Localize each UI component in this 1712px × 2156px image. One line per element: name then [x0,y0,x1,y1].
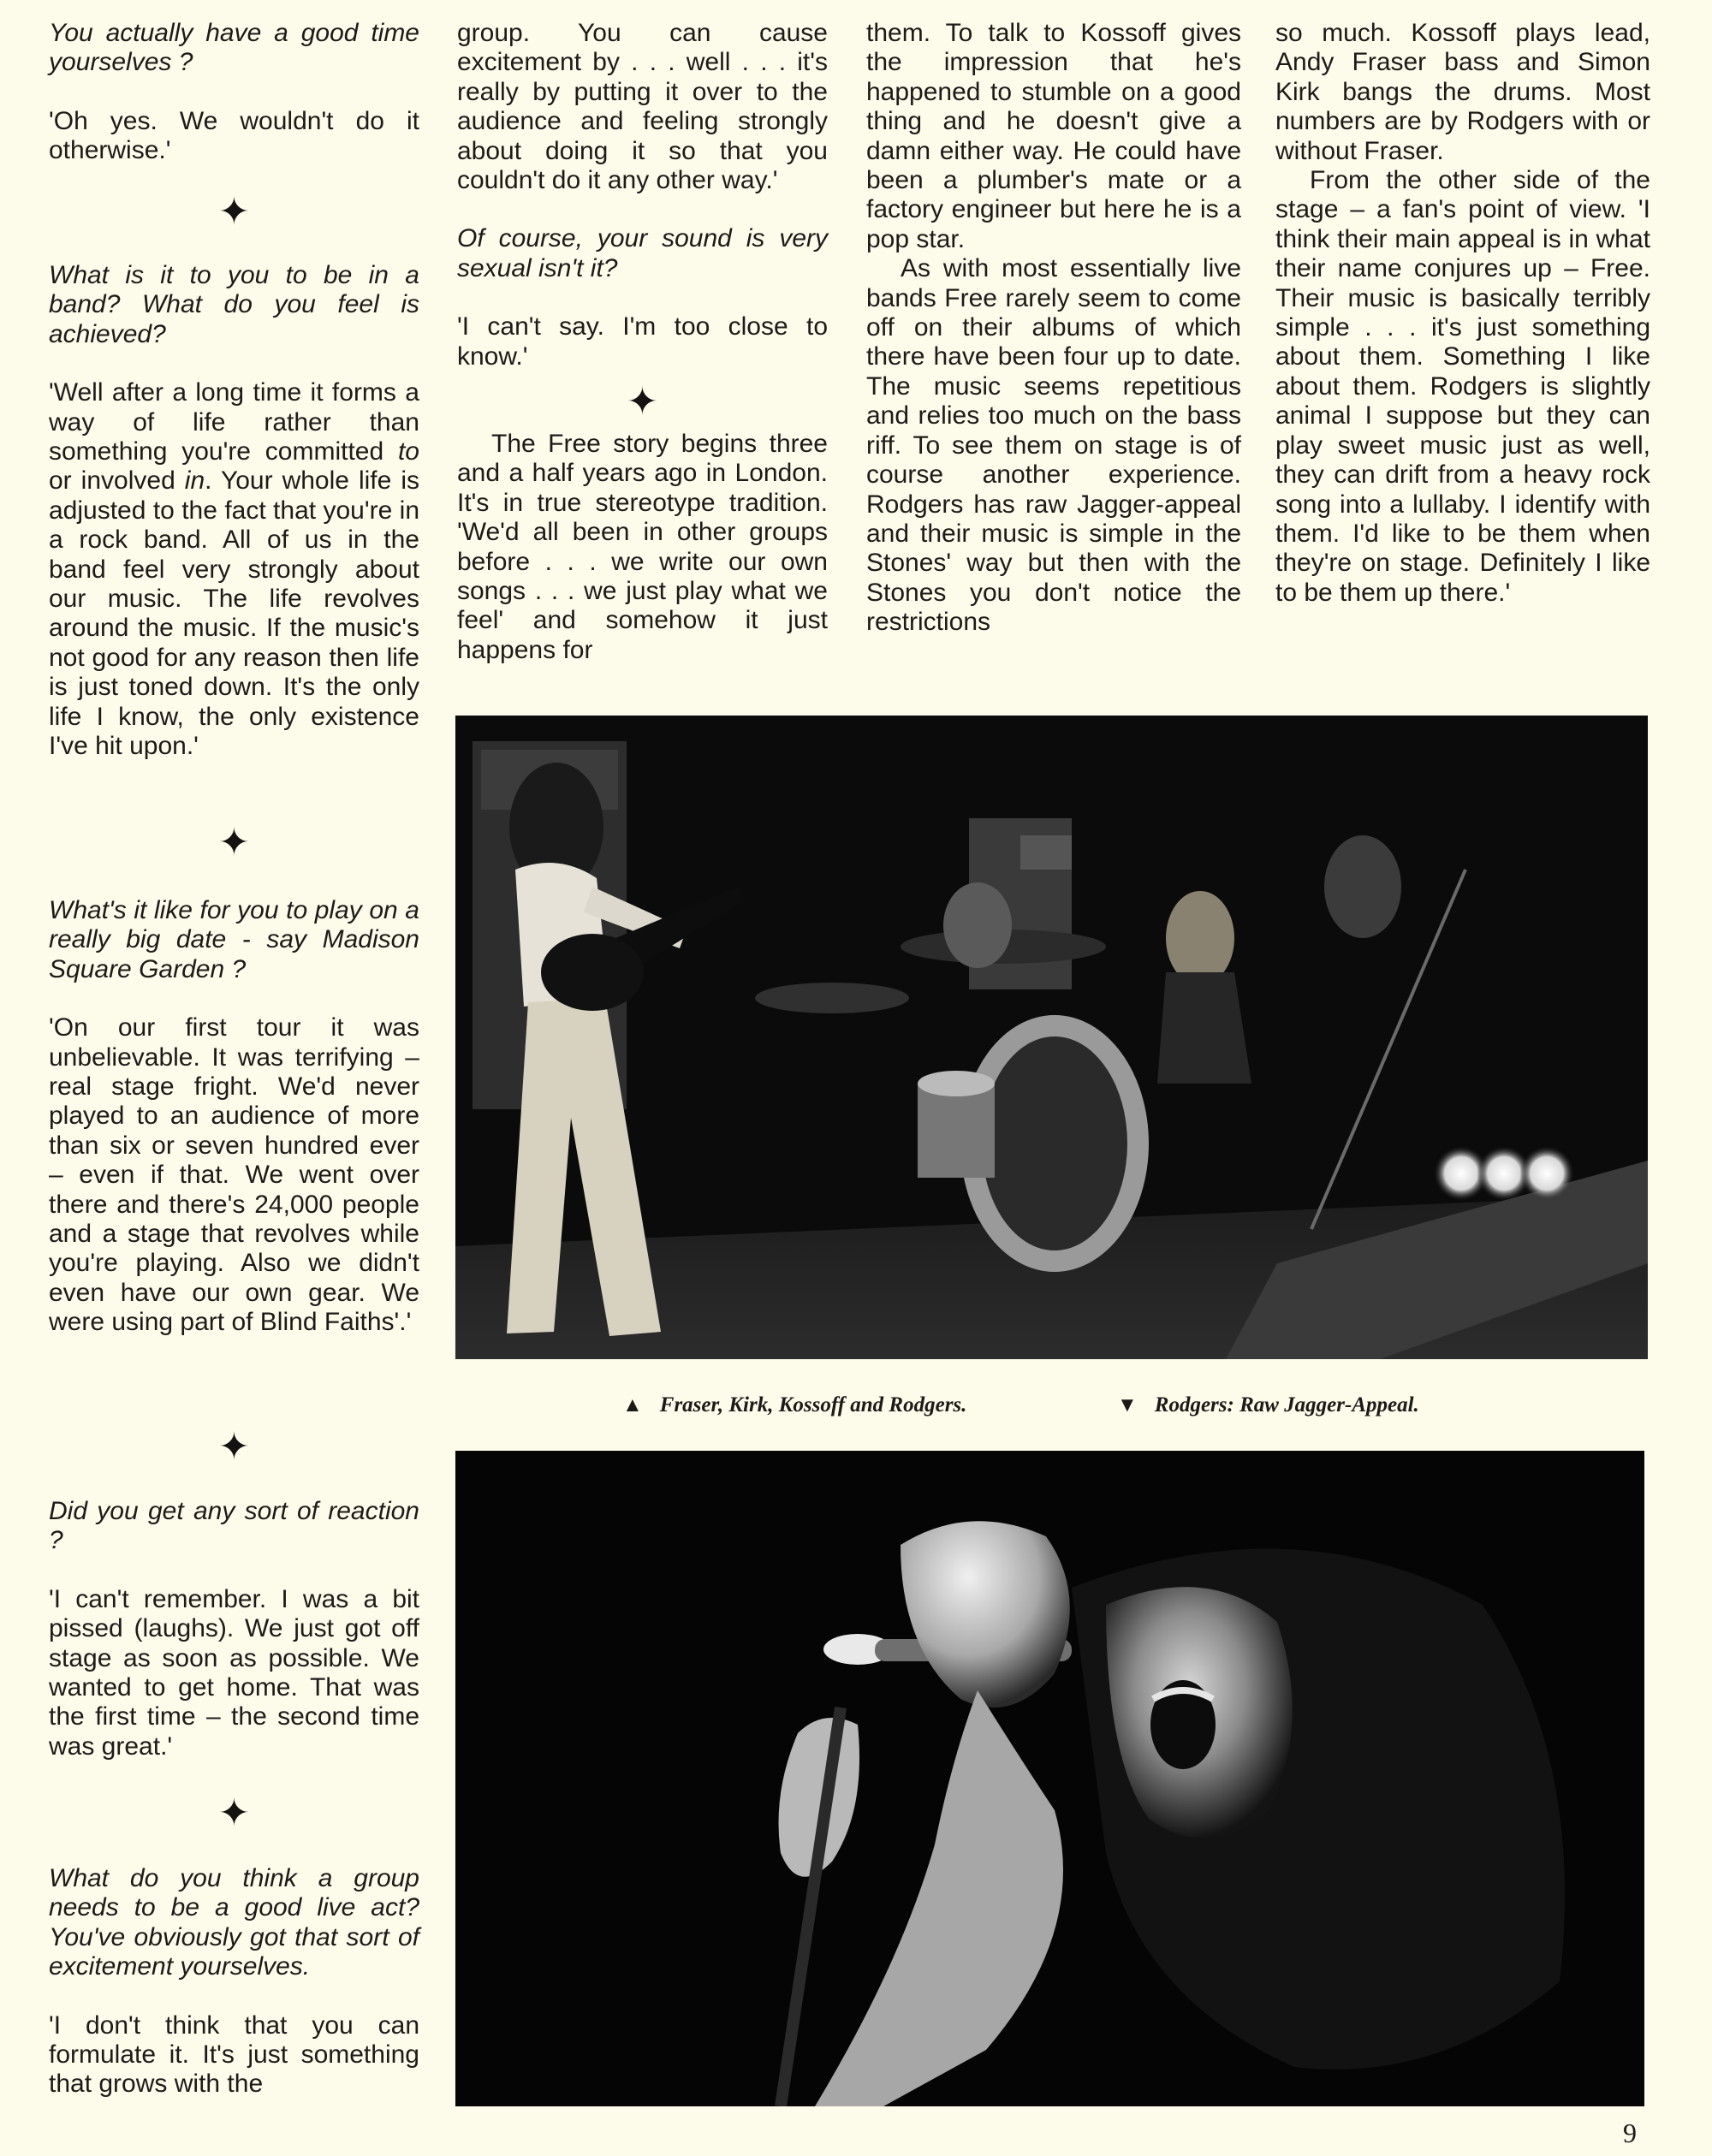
separator-diamond-3: ✦ [218,1426,250,1468]
question-be-in-band: What is it to you to be in a band? What do you feel is achieved? [49,261,419,348]
top-photo-caption: ▲ Fraser, Kirk, Kossoff and Rodgers. [622,1393,967,1417]
question-sexual-sound: Of course, your sound is very sexual isn't it? [457,224,828,282]
answer-good-time: 'Oh yes. We wouldn't do it otherwise.' [49,106,419,165]
column-2 [457,19,828,371]
free-story-paragraph: The Free story begins three and a half years ago in London. It's in true stereotype tradition. 'We'd all been in other groups before . . . we write our own songs . . . we just play what we feel' and somehow it just happens for [457,430,828,664]
column-1c [49,896,419,1338]
column-2b [457,430,828,665]
singer-photo-illustration [455,1451,1644,2106]
question-good-time: You actually have a good time yourselves ? [49,19,419,77]
answer-be-in-band: 'Well after a long time it forms a way of life rather than something you're committed to or involved in. Your whole life is adjusted to the fact that you're in a rock band. All of us in the band feel very strongly about our music. The life revolves around the music. If the music's not good for any reason then life is just toned down. It's the only life I know, the only existence I've hit upon.' [49,378,419,761]
rodgers-singing-photo [455,1451,1644,2106]
up-triangle-icon: ▲ [622,1394,643,1417]
column-1d [49,1497,419,1761]
answer-live-act: 'I don't think that you can formulate it. It's just something that grows with the [49,2010,419,2099]
answer-reaction: 'I can't remember. I was a bit pissed (laughs). We just got off stage as soon as possible. We wanted to get home. That was the first time – the second time was great.' [49,1584,419,1761]
question-big-date: What's it like for you to play on a really big date - say Madison Square Garden ? [49,896,419,983]
band-on-stage-photo [455,716,1648,1359]
question-reaction: Did you get any sort of reaction ? [49,1497,419,1555]
bottom-photo-caption: ▼ Rodgers: Raw Jagger-Appeal. [1117,1393,1419,1417]
column-4 [1275,19,1650,608]
answer-sexual-sound: 'I can't say. I'm too close to know.' [457,312,828,371]
col2-answer-excitement: group. You can cause excitement by . . . well . . . it's really by putting it over to the audience and feeling strongly about doing it so that you couldn't do it any other way.' [457,19,828,195]
column-1e [49,1864,419,2100]
column-1b [49,261,419,762]
question-live-act: What do you think a group needs to be a good live act? You've obviously got that sort of excitement yourselves. [49,1864,419,1981]
column-3 [866,19,1241,638]
col4-fan-view-paragraph: From the other side of the stage – a fan's point of view. 'I think their main appeal is in what their name conjures up – Free. Their music is basically terribly simple . . . it's just something about them. Something I like about them. Rodgers is slightly animal I suppose but they can play sweet music just as well, they can drift from a heavy rock song into a lullaby. I identify with them. I'd like to be them when they're on stage. Definitely I like to be them up there.' [1275,166,1650,607]
column-1 [49,19,419,166]
col3-kossoff-paragraph: them. To talk to Kossoff gives the impression that he's happened to stumble on a good thing and he doesn't give a damn either way. He could have been a plumber's mate or a factory engineer but here he is a pop star. [866,19,1241,253]
col3-live-bands-paragraph: As with most essentially live bands Free rarely seem to come off on their albums of which there have been four up to date. The music seems repetitious and relies too much on the bass riff. To see them on stage is of course another experience. Rodgers has raw Jagger-appeal and their music is simple in the Stones' way but then with the Stones you don't notice the restrictions [866,254,1241,637]
answer-big-date: 'On our first tour it was unbelievable. It was terrifying – real stage fright. We'd never played to an audience of more than six or seven hundred ever – even if that. We went over there and there's 24,000 people and a stage that revolves while you're playing. Also we didn't even have our own gear. We were using part of Blind Faiths'.' [49,1013,419,1337]
page-number: 9 [1623,2117,1637,2148]
col4-lineup-paragraph: so much. Kossoff plays lead, Andy Fraser bass and Simon Kirk bangs the drums. Most numbers are by Rodgers with or without Fraser. [1275,19,1650,165]
band-photo-illustration [455,716,1648,1359]
separator-diamond-1: ✦ [218,191,250,233]
separator-diamond-4: ✦ [218,1792,250,1834]
separator-diamond-2: ✦ [218,822,250,864]
down-triangle-icon: ▼ [1117,1394,1138,1417]
separator-diamond-5: ✦ [627,381,658,423]
